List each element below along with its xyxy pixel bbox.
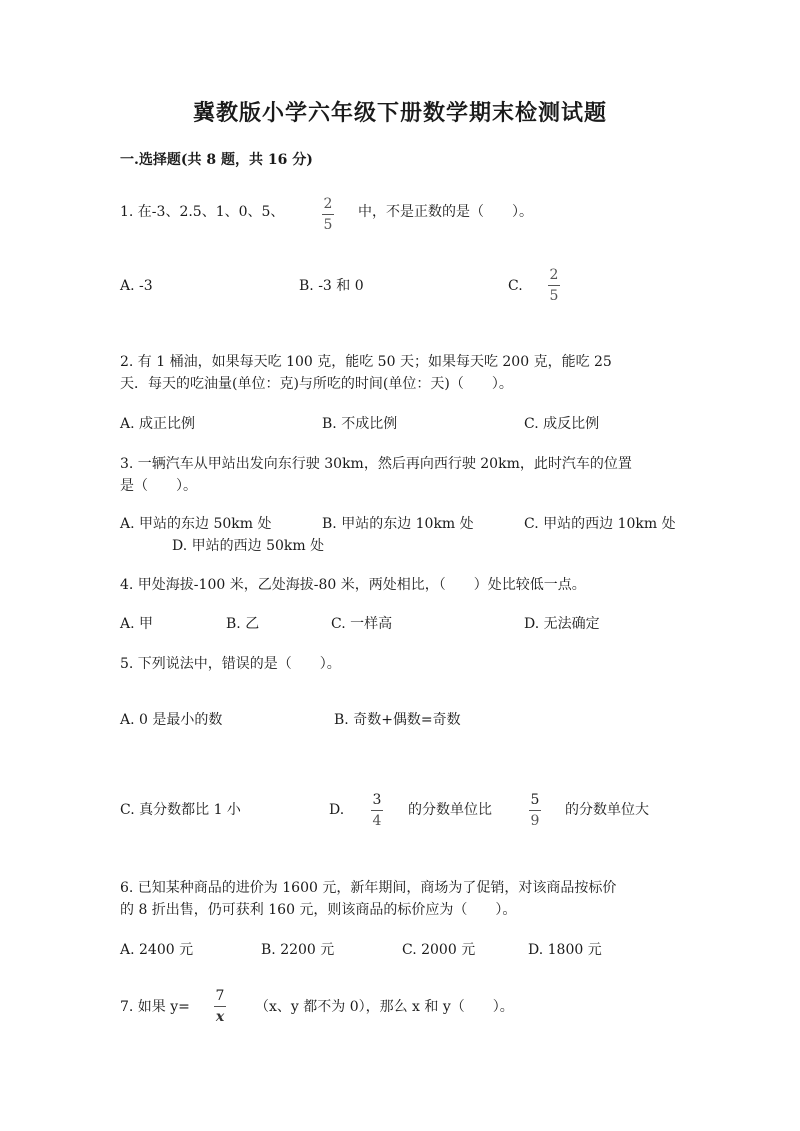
- question-5-option-d-middle-text: 的分数单位比: [408, 802, 492, 818]
- fraction-denominator: 4: [372, 813, 382, 829]
- fraction-bar: [548, 285, 560, 286]
- question-3-option-a: A. 甲站的东边 50km 处: [120, 516, 272, 532]
- question-2-line-2: 天．每天的吃油量(单位：克)与所吃的时间(单位：天)（ ）。: [120, 376, 513, 392]
- fraction-denominator: 9: [530, 813, 540, 829]
- fraction-bar: [529, 810, 541, 811]
- question-2-option-a: A. 成正比例: [120, 416, 196, 432]
- question-1-stem-part1: 1. 在-3、2.5、1、0、5、: [120, 204, 285, 220]
- fraction-numerator: 2: [549, 267, 559, 283]
- question-6-option-a: A. 2400 元: [120, 942, 194, 958]
- page-title: 冀教版小学六年级下册数学期末检测试题: [192, 100, 607, 126]
- question-5-option-d-fraction-2: [527, 793, 543, 829]
- question-7-stem-part1: 7. 如果 y=: [120, 999, 190, 1015]
- fraction-numerator: 7: [215, 988, 225, 1004]
- fraction-bar: [322, 214, 334, 215]
- question-5-option-d-end-text: 的分数单位大: [565, 802, 649, 818]
- question-5-line-1: 5. 下列说法中，错误的是（ ）。: [120, 656, 341, 672]
- question-2-option-c: C. 成反比例: [524, 416, 600, 432]
- question-5-option-d: D.: [329, 802, 345, 818]
- fraction-denominator: 5: [549, 288, 559, 304]
- section-heading: 一.选择题(共 8 题，共 16 分): [120, 152, 313, 168]
- fraction-bar: [214, 1006, 226, 1007]
- question-3-line-1: 3. 一辆汽车从甲站出发向东行驶 30km，然后再向西行驶 20km，此时汽车的位置: [120, 456, 632, 472]
- question-7-fraction: [212, 989, 228, 1025]
- fraction-denominator: 5: [323, 217, 333, 233]
- question-3-option-d: D. 甲站的西边 50km 处: [172, 538, 325, 554]
- question-1-fraction: [320, 197, 336, 233]
- fraction-numerator: 3: [372, 792, 382, 808]
- question-5-option-b: B. 奇数+偶数=奇数: [334, 712, 461, 728]
- question-4-option-b: B. 乙: [226, 616, 260, 632]
- fraction-numerator: 2: [323, 196, 333, 212]
- question-4-option-c: C. 一样高: [331, 616, 393, 632]
- question-4-line-1: 4. 甲处海拔-100 米，乙处海拔-80 米，两处相比，（ ）处比较低一点。: [120, 577, 586, 593]
- question-1-option-b: B. -3 和 0: [299, 278, 364, 294]
- question-6-option-c: C. 2000 元: [402, 942, 476, 958]
- question-1-stem-part2: 中，不是正数的是（ ）。: [358, 204, 533, 220]
- question-3-option-c: C. 甲站的西边 10km 处: [524, 516, 676, 532]
- question-7-stem-part2: （x、y 都不为 0），那么 x 和 y（ ）。: [255, 999, 514, 1015]
- question-2-line-1: 2. 有 1 桶油，如果每天吃 100 克，能吃 50 天；如果每天吃 200 克，能吃 25: [120, 354, 612, 370]
- fraction-bar: [371, 810, 383, 811]
- question-4-option-a: A. 甲: [120, 616, 154, 632]
- question-6-option-b: B. 2200 元: [261, 942, 335, 958]
- question-3-option-b: B. 甲站的东边 10km 处: [322, 516, 474, 532]
- question-6-line-1: 6. 已知某种商品的进价为 1600 元，新年期间，商场为了促销，对该商品按标价: [120, 880, 617, 896]
- fraction-denominator: x: [215, 1009, 225, 1025]
- question-4-option-d: D. 无法确定: [524, 616, 600, 632]
- fraction-numerator: 5: [530, 792, 540, 808]
- question-5-option-d-fraction-1: [369, 793, 385, 829]
- question-1-option-a: A. -3: [120, 278, 153, 294]
- question-3-line-2: 是（ ）。: [120, 478, 197, 494]
- question-5-option-c: C. 真分数都比 1 小: [120, 802, 241, 818]
- question-5-option-a: A. 0 是最小的数: [120, 712, 223, 728]
- question-1-option-c-fraction: [546, 268, 562, 304]
- question-6-line-2: 的 8 折出售，仍可获利 160 元，则该商品的标价应为（ ）。: [120, 902, 517, 918]
- question-1-option-c: C.: [508, 278, 523, 294]
- question-6-option-d: D. 1800 元: [528, 942, 602, 958]
- question-2-option-b: B. 不成比例: [322, 416, 398, 432]
